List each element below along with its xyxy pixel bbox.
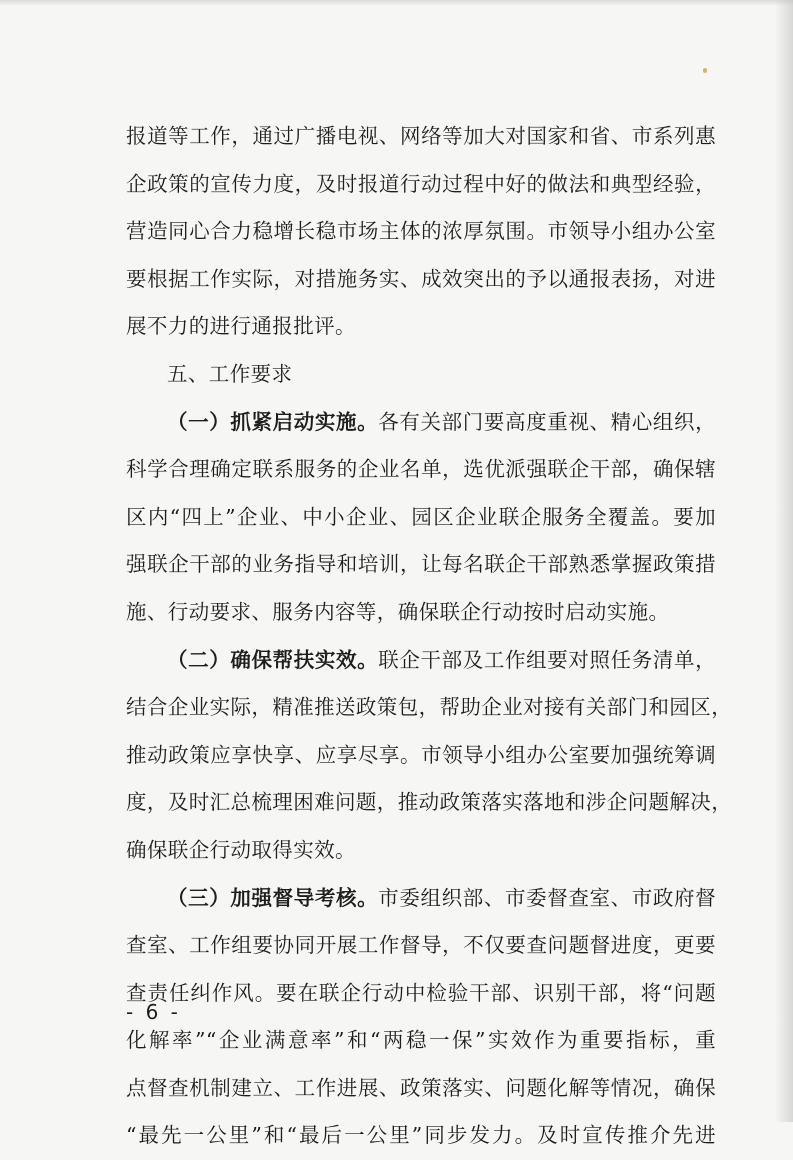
text-span: 各有关部门要高度重视、精心组织，: [378, 410, 716, 434]
scan-shadow-top: [0, 0, 793, 6]
text-line: 报道等工作，通过广播电视、网络等加大对国家和省、市系列惠: [126, 113, 716, 161]
text-line: “最先一公里”和“最后一公里”同步发力。及时宣传推介先进: [126, 1112, 716, 1160]
paragraph-section-3: [126, 875, 716, 1160]
text-line: 结合企业实际，精准推送政策包，帮助企业对接有关部门和园区，: [126, 684, 716, 732]
text-line: 强联企干部的业务指导和培训，让每名联企干部熟悉掌握政策措: [126, 541, 716, 589]
section-heading: 五、工作要求: [126, 351, 716, 399]
text-line: 展不力的进行通报批评。: [126, 303, 716, 351]
text-line: 企政策的宣传力度，及时报道行动过程中好的做法和典型经验，: [126, 161, 716, 209]
text-span: 联企干部及工作组要对照任务清单，: [378, 648, 716, 672]
paragraph-intro: [126, 113, 716, 351]
text-line: [126, 399, 716, 447]
subsection-title: （二）确保帮扶实效。: [167, 648, 378, 672]
text-line: 营造同心合力稳增长稳市场主体的浓厚氛围。市领导小组办公室: [126, 208, 716, 256]
text-line: 查责任纠作风。要在联企行动中检验干部、识别干部，将“问题: [126, 970, 716, 1018]
subsection-title: （一）抓紧启动实施。: [167, 410, 378, 434]
text-line: 施、行动要求、服务内容等，确保联企行动按时启动实施。: [126, 589, 716, 637]
text-line: 点督查机制建立、工作进展、政策落实、问题化解等情况，确保: [126, 1065, 716, 1113]
paragraph-section-2: [126, 637, 716, 875]
text-line: 要根据工作实际，对措施务实、成效突出的予以通报表扬，对进: [126, 256, 716, 304]
text-line: 查室、工作组要协同开展工作督导，不仅要查问题督进度，更要: [126, 922, 716, 970]
text-span: 市委组织部、市委督查室、市政府督: [378, 886, 716, 910]
text-line: 区内“四上”企业、中小企业、园区企业联企服务全覆盖。要加: [126, 494, 716, 542]
paragraph-section-1: [126, 399, 716, 637]
text-line: 确保联企行动取得实效。: [126, 827, 716, 875]
text-line: 推动政策应享快享、应享尽享。市领导小组办公室要加强统筹调: [126, 732, 716, 780]
document-body: [126, 113, 716, 1160]
text-line: [126, 637, 716, 685]
text-line: [126, 875, 716, 923]
page-number: - 6 -: [126, 1000, 181, 1024]
subsection-title: （三）加强督导考核。: [167, 886, 378, 910]
scan-speck: [703, 68, 707, 73]
text-line: 度，及时汇总梳理困难问题，推动政策落实落地和涉企问题解决，: [126, 779, 716, 827]
scan-shadow-right: [775, 0, 793, 1122]
text-line: 化解率”“企业满意率”和“两稳一保”实效作为重要指标，重: [126, 1017, 716, 1065]
text-line: 科学合理确定联系服务的企业名单，选优派强联企干部，确保辖: [126, 446, 716, 494]
